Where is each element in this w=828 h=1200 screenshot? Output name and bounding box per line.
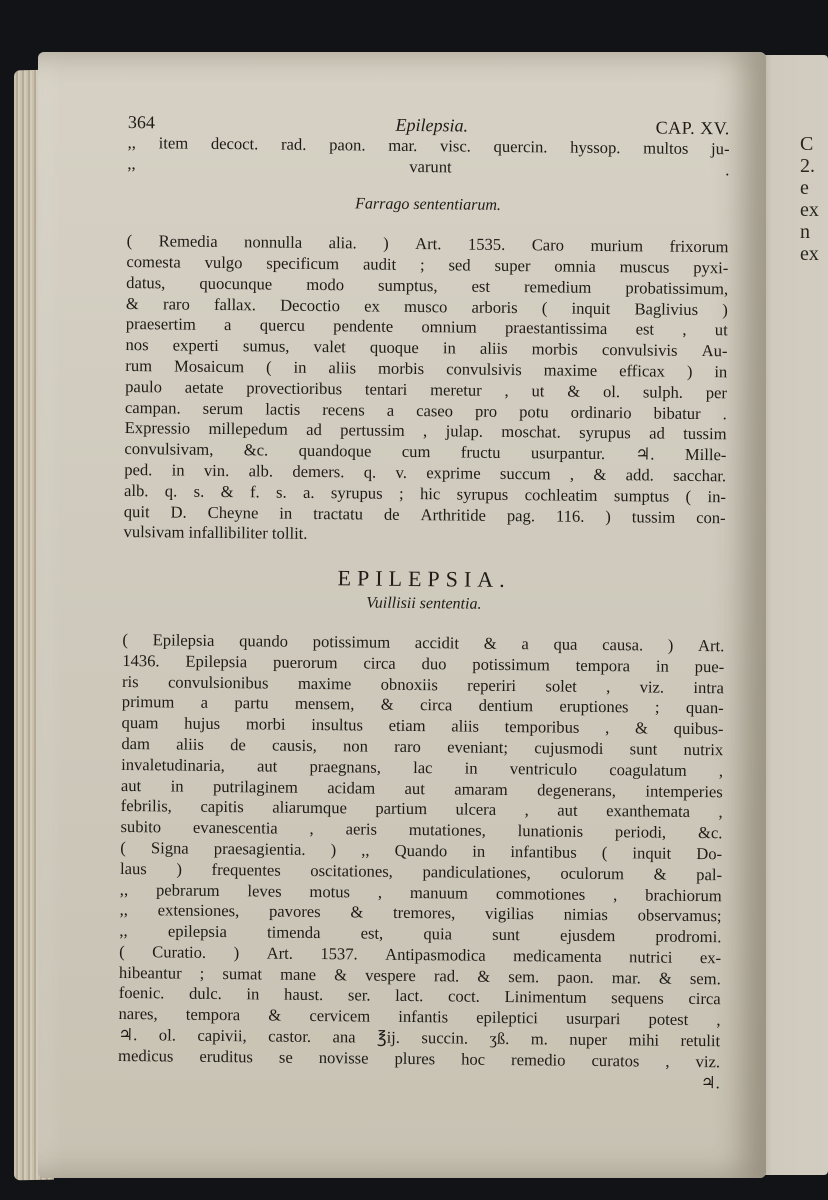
text-line: ris convulsionibus maxime obnoxiis reperiri solet , viz. intra [121,671,724,697]
text-line: datus, quocunque modo sumptus, est remedium probatissimum, [126,272,729,299]
facing-page-fragment: 2. [800,155,815,177]
text-line: subito evanescentia , aeris mutationes, lunationis periodi, &c. [120,817,723,843]
text-line: ,, extensiones, pavores & tremores, vigilias nimias observamus; [119,900,722,926]
page-number: 364 [127,112,155,133]
page-text [118,112,730,1094]
facing-page-fragment: ex [800,243,819,265]
text-line: foenic. dulc. in haust. ser. lact. coct. Linimentum sequens circa [118,983,721,1009]
text-line: ( Epilepsia quando potissimum accidit & a qua causa. ) Art. [122,629,725,656]
text-line: campan. serum lactis recens a caseo pro potu ordinario bibatur . [124,397,727,423]
text-line: ( Curatio. ) Art. 1537. Antipasmodica medicamenta nutrici ex- [119,941,722,968]
text-line: praesertim a quercu pendente omnium praestantissima est , ut [125,314,728,340]
text-line: ped. in vin. alb. demers. q. v. exprime succum , & add. sacchar. [124,459,727,486]
text-line: comesta vulgo specificum audit ; sed super omnia muscus pyxi- [126,251,729,278]
facing-page-fragment: n [800,221,810,243]
text-line: ,, item decoct. rad. paon. mar. visc. quercin. hyssop. multos ju- [127,132,730,159]
text-line: & raro fallax. Decoctio ex musco arboris ( inquit Baglivius ) [125,293,728,319]
text-line: vulsivam infallibiliter tollit. [123,522,308,544]
body-text [118,133,730,1094]
text-line: paulo aetate provectioribus tentari meretur , ut & ol. sulph. per [125,376,728,403]
text-line: nos experti sumus, valet quoque in aliis morbis convulsivis Au- [125,335,728,361]
text-line: ,, pebrarum leves motus , manuum commotiones , brachiorum [119,879,722,905]
text-line: convulsivam, &c. quandoque cum fructu usurpantur. ♃. Mille- [124,439,727,465]
text-line: ( Remedia nonnulla alia. ) Art. 1535. Caro murium frixorum [126,231,729,257]
text-line: alb. q. s. & f. s. a. syrupus ; hic syrupus cochleatim sumptus ( in- [123,480,727,507]
text-line: laus ) frequentes oscitationes, pandiculationes, oculorum & pal- [119,858,723,884]
text-line: ♃. ol. capivii, castor. ana ℥ij. succin. ʒß. m. nuper mihi retulit [118,1025,721,1051]
section-heading: EPILEPSIA. [337,564,511,592]
text-line: dam aliis de causis, non raro eveniant; cujusmodi sunt nutrix [121,733,724,760]
text-line: ♃. [700,1072,720,1092]
text-line: quam hujus morbi insultus etiam aliis temporibus , & quibus- [121,713,724,739]
facing-page-fragment: e [800,177,809,199]
text-line: febrilis, capitis aliarumque partium ulcera , aut exanthemata , [120,796,723,822]
text-line: medicus eruditus se novisse plures hoc remedio curatos , viz. [118,1045,721,1072]
subheading: Vuillisii sententia. [366,594,482,613]
text-line: primum a partu mensem, & circa dentium eruptiones ; quan- [121,692,724,718]
facing-page-fragment: ex [800,199,819,221]
text-line: ,, epilepsia timenda est, quia sunt ejusdem prodromi. [119,921,722,947]
text-line: Expressio millepedum ad pertussim , julap. moschat. syrupus ad tussim [124,418,727,444]
text-line: ( Signa praesagientia. ) ,, Quando in infantibus ( inquit Do- [120,837,723,864]
text-line: nares, tempora & cervicem infantis epileptici usurpari potest , [118,1004,721,1030]
text-line: ,, varunt . [127,153,730,179]
text-line: rum Mosaicum ( in aliis morbis convulsivis maxime efficax ) in [125,355,728,382]
text-line: invaletudinaria, aut praegnans, lac in ventriculo coagulatum , [121,754,724,780]
chapter-label: CAP. XV. [655,117,730,139]
subheading: Farrago sententiarum. [355,195,502,215]
facing-page-fragment: C [800,133,814,155]
text-line: hibeantur ; sumat mane & vespere rad. & sem. paon. mar. & sem. [118,962,721,988]
text-line: quit D. Cheyne in tractatu de Arthritide pag. 116. ) tussim con- [123,501,726,527]
text-line: 1436. Epilepsia puerorum circa duo potissimum tempora in pue- [122,650,725,677]
running-title: Epilepsia. [395,114,469,136]
text-line: aut in putrilaginem acidam aut amaram degenerans, intemperies [120,775,723,801]
